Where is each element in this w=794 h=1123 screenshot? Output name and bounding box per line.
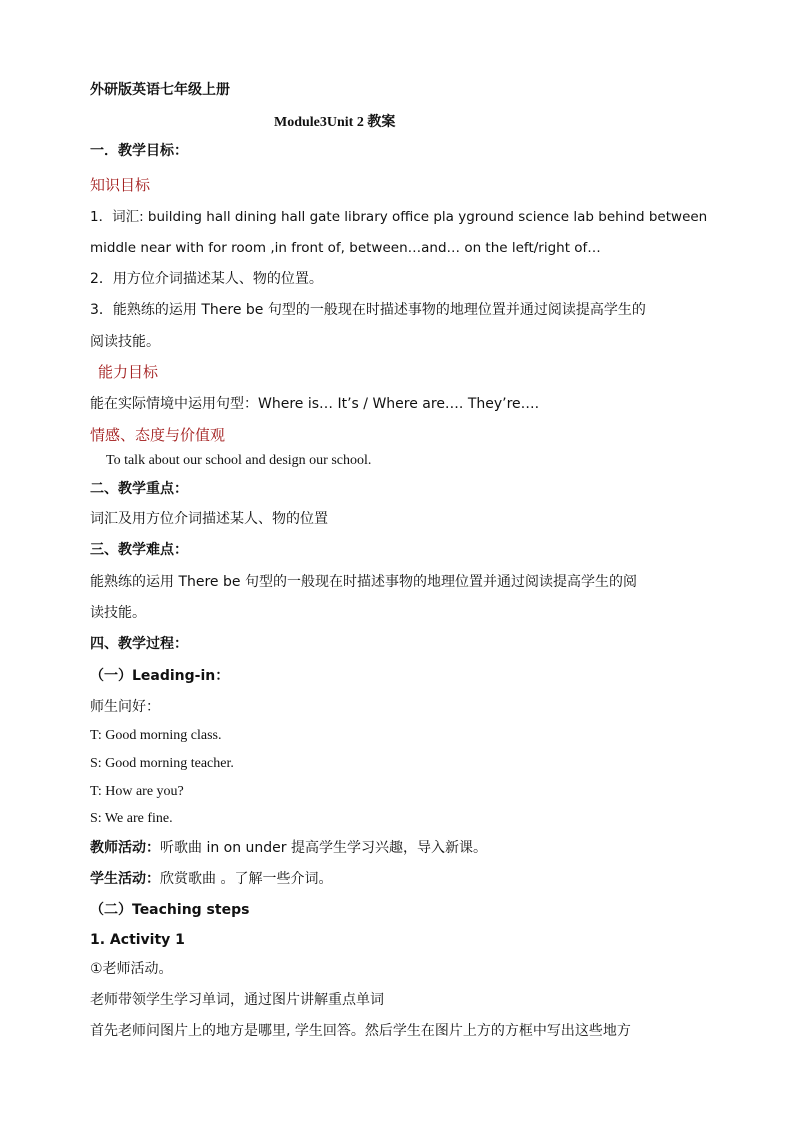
student-activity-text: 欣赏歌曲 。了解一些介词。 xyxy=(160,871,333,887)
teacher-activity xyxy=(90,838,487,858)
section-difficulties-heading: 三、教学难点： xyxy=(90,542,188,558)
teacher-activity-text: 听歌曲 in on under 提高学生学习兴趣，导入新课。 xyxy=(160,840,488,856)
difficulties-text-line2: 读技能。 xyxy=(90,605,146,621)
emotion-goals-text: To talk about our school and design our school. xyxy=(106,453,372,468)
knowledge-item-3-line1: 3．能熟练的运用 There be 句型的一般现在时描述事物的地理位置并通过阅读提高学生的 xyxy=(90,302,646,318)
section-key-points-heading: 二、教学重点： xyxy=(90,481,188,497)
student-activity xyxy=(90,869,332,889)
dialogue-line-1: T: Good morning class. xyxy=(90,728,222,743)
teacher-activity-label: 教师活动： xyxy=(90,840,160,856)
difficulties-text-line1: 能熟练的运用 There be 句型的一般现在时描述事物的地理位置并通过阅读提高学生的阅 xyxy=(90,574,637,590)
knowledge-item-2: 2．用方位介词描述某人、物的位置。 xyxy=(90,271,323,287)
key-points-text: 词汇及用方位介词描述某人、物的位置 xyxy=(90,511,328,527)
activity-1-heading: 1. Activity 1 xyxy=(90,932,185,948)
knowledge-item-1-line2: middle near with for room ,in front of, between…and… on the left/right of… xyxy=(90,240,601,256)
activity-text-line1: 老师带领学生学习单词，通过图片讲解重点单词 xyxy=(90,992,384,1008)
activity-text-line2: 首先老师问图片上的地方是哪里, 学生回答。然后学生在图片上方的方框中写出这些地方 xyxy=(90,1023,631,1039)
emotion-goals-heading: 情感、态度与价值观 xyxy=(90,426,226,444)
knowledge-goals-heading: 知识目标 xyxy=(90,176,151,194)
dialogue-line-4: S: We are fine. xyxy=(90,811,173,826)
greeting-label: 师生问好： xyxy=(90,699,160,715)
doc-header: 外研版英语七年级上册 xyxy=(90,82,230,98)
dialogue-line-3: T: How are you? xyxy=(90,784,184,799)
section-process-heading: 四、教学过程： xyxy=(90,636,188,652)
knowledge-item-1-line1: 1．词汇: building hall dining hall gate library office pla yground science lab behind between xyxy=(90,209,708,225)
ability-goals-heading: 能力目标 xyxy=(98,363,159,381)
knowledge-item-3-line2: 阅读技能。 xyxy=(90,334,160,350)
student-activity-label: 学生活动： xyxy=(90,871,160,887)
dialogue-line-2: S: Good morning teacher. xyxy=(90,756,234,771)
step-leading-in-heading: （一）Leading-in： xyxy=(90,668,230,684)
section-objectives-heading: 一．教学目标： xyxy=(90,143,188,159)
activity-teacher-label: ①老师活动。 xyxy=(90,961,173,977)
ability-goals-text: 能在实际情境中运用句型：Where is… It’s / Where are…. They’re…. xyxy=(90,396,540,412)
step-teaching-heading: （二）Teaching steps xyxy=(90,902,250,918)
doc-title: Module3Unit 2 教案 xyxy=(274,115,396,130)
